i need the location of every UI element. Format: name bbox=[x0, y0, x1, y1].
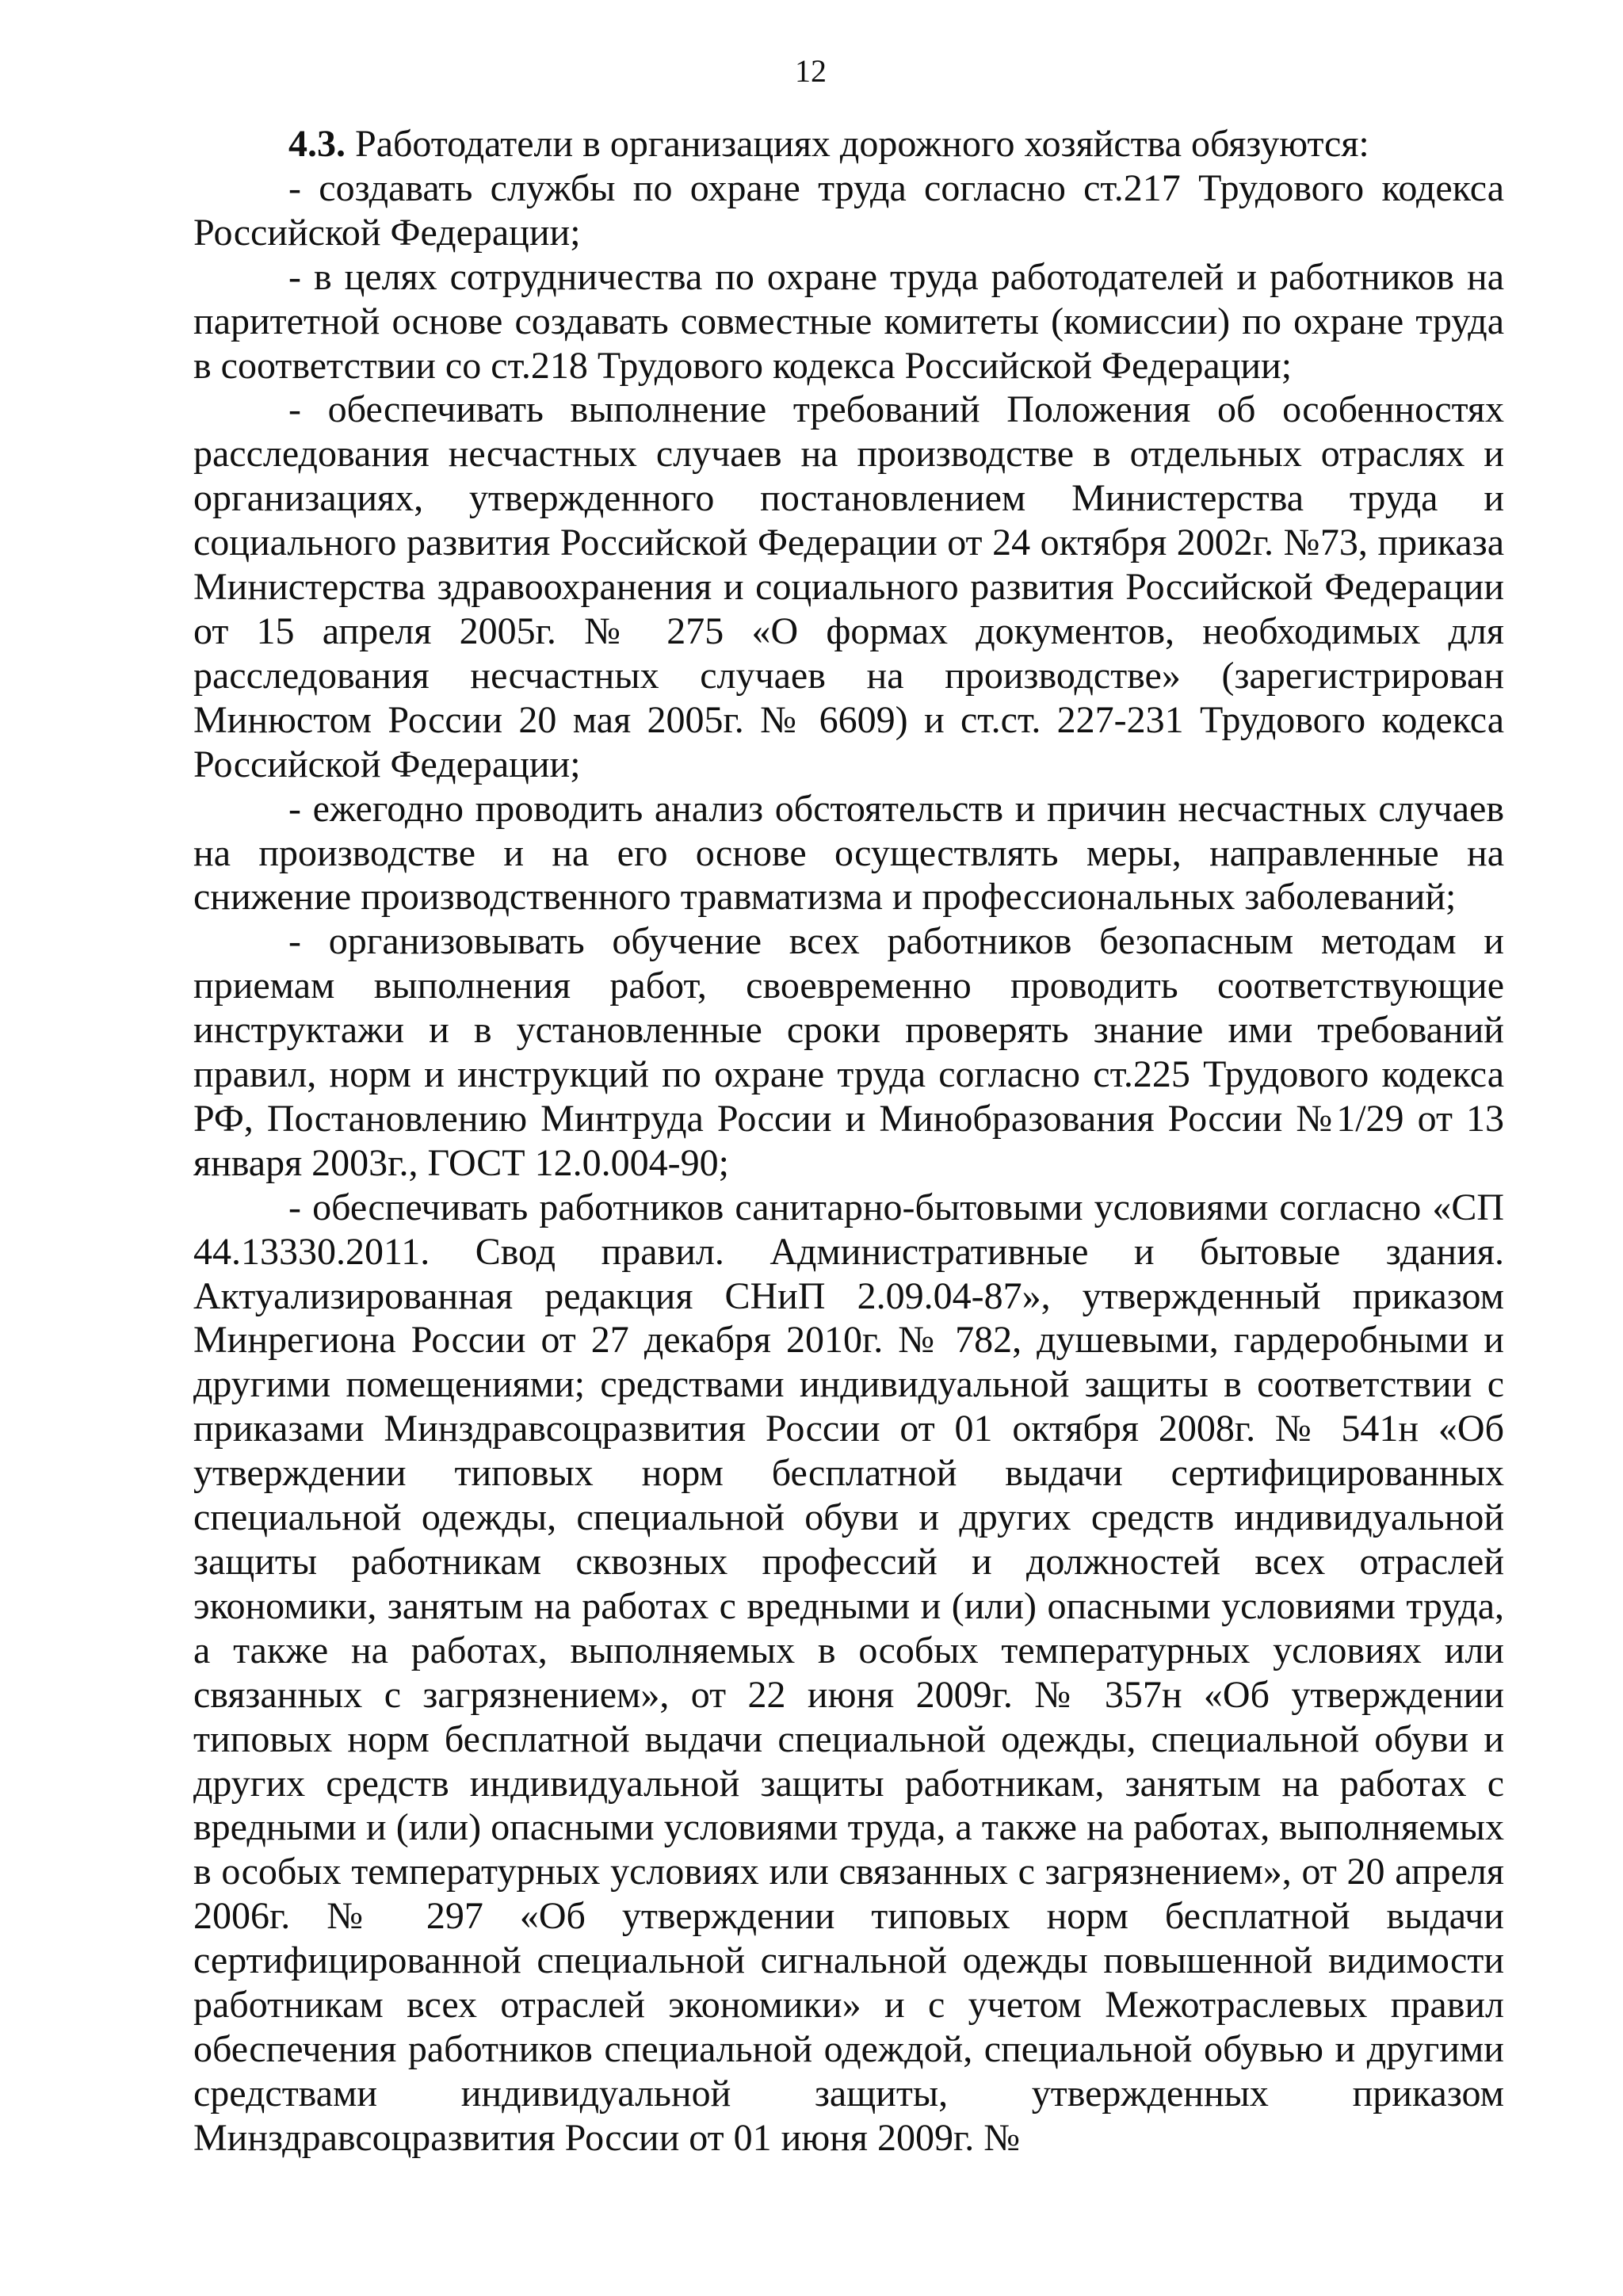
document-body bbox=[193, 122, 1504, 2160]
list-item: - обеспечивать выполнение требований Положения об особенностях расследования несчастных случаев на производстве в отдельных отраслях и организациях, утвержденного постановлением Министерства труда и социального развития Российской Федерации от 24 октября 2002г. №73, приказа Министерства здравоохранения и социального развития Российской Федерации от 15 апреля 2005г. № 275 «О формах документов, необходимых для расследования несчастных случаев на производстве» (зарегистрирован Минюстом России 20 мая 2005г. № 6609) и ст.ст. 227-231 Трудового кодекса Российской Федерации; bbox=[193, 388, 1504, 785]
paragraph-text: Работодатели в организациях дорожного хозяйства обязуются: bbox=[355, 123, 1369, 165]
section-heading-paragraph bbox=[193, 122, 1504, 166]
list-item: - организовывать обучение всех работников безопасным методам и приемам выполнения работ, своевременно проводить соответствующие инструктажи и в установленные сроки проверять знание ими требований правил, норм и инструкций по охране труда согласно ст.225 Трудового кодекса РФ, Постановлению Минтруда России и Минобразования России №1/29 от 13 января 2003г., ГОСТ 12.0.004-90; bbox=[193, 920, 1504, 1184]
list-item: - обеспечивать работников санитарно-бытовыми условиями согласно «СП 44.13330.2011. Свод правил. Административные и бытовые здания. Актуализированная редакция СНиП 2.09.04-87», утвержденный приказом Минрегиона России от 27 декабря 2010г. № 782, душевыми, гардеробными и другими помещениями; средствами индивидуальной защиты в соответствии с приказами Минздравсоцразвития России от 01 октября 2008г. № 541н «Об утверждении типовых норм бесплатной выдачи сертифицированных специальной одежды, специальной обуви и других средств индивидуальной защиты работникам сквозных профессий и должностей всех отраслей экономики, занятым на работах с вредными и (или) опасными условиями труда, а также на работах, выполняемых в особых температурных условиях или связанных с загрязнением», от 22 июня 2009г. № 357н «Об утверждении типовых норм бесплатной выдачи специальной одежды, специальной обуви и других средств индивидуальной защиты работникам, занятым на работах с вредными и (или) опасными условиями труда, а также на работах, выполняемых в особых температурных условиях или связанных с загрязнением», от 20 апреля 2006г. № 297 «Об утверждении типовых норм бесплатной выдачи сертифицированной специальной сигнальной одежды повышенной видимости работникам всех отраслей экономики» и с учетом Межотраслевых правил обеспечения работников специальной одеждой, специальной обувью и другими средствами индивидуальной защиты, утвержденных приказом Минздравсоцразвития России от 01 июня 2009г. № bbox=[193, 1186, 1504, 2159]
page-number: 12 bbox=[795, 53, 827, 89]
list-item: - ежегодно проводить анализ обстоятельств и причин несчастных случаев на производстве и на его основе осуществлять меры, направленные на снижение производственного травматизма и профессиональных заболеваний; bbox=[193, 787, 1504, 919]
list-item: - в целях сотрудничества по охране труда работодателей и работников на паритетной основе создавать совместные комитеты (комиссии) по охране труда в соответствии со ст.218 Трудового кодекса Российской Федерации; bbox=[193, 255, 1504, 387]
list-item: - создавать службы по охране труда согласно ст.217 Трудового кодекса Российской Федерации; bbox=[193, 166, 1504, 254]
section-number: 4.3. bbox=[288, 123, 346, 165]
